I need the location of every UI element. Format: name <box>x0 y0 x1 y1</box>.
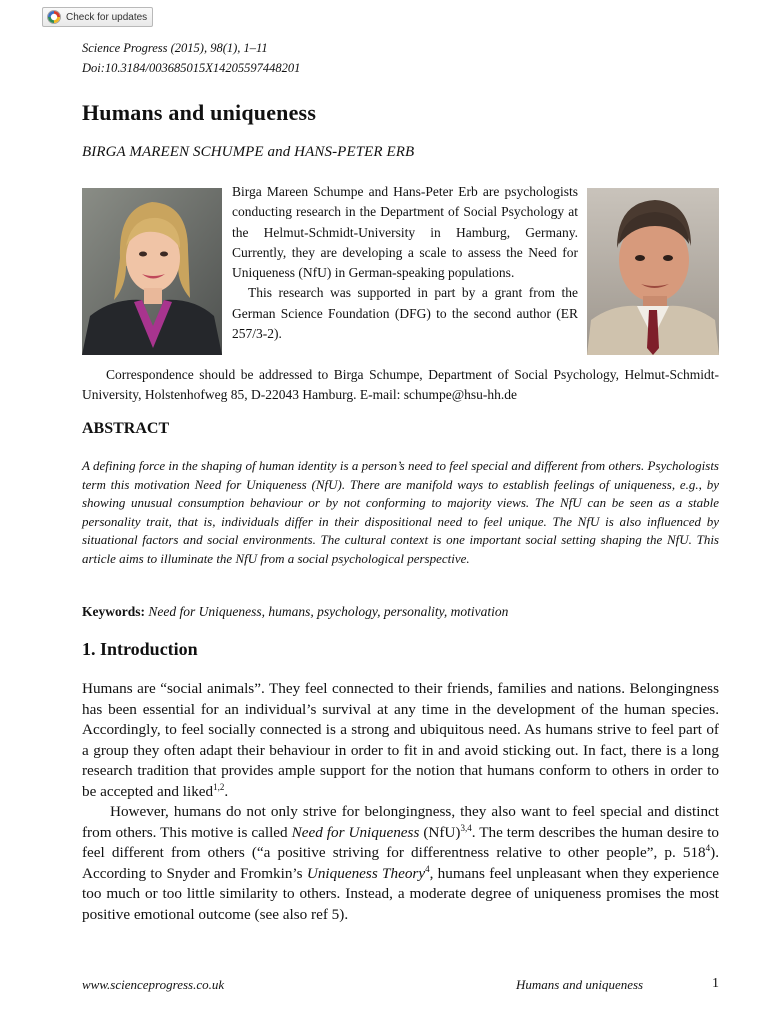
abstract-text: A defining force in the shaping of human identity is a person’s need to feel special and different from others. Psychologists term this motivation Need for Uniqueness (NfU). There are manifold ways to establish feelings of uniqueness, e.g., by showing unusual consumption behaviour or by not conforming to majority views. The NfU can be seen as a stable personality trait, that is, individuals differ in their dispositional need to feel unique. The NfU is also influenced by situational factors and social environments. The cultural context is one important social setting shaping the NfU. This article aims to illuminate the NfU from a social psychological perspective. <box>82 458 719 566</box>
author-bio <box>232 182 578 344</box>
article-title: Humans and uniqueness <box>82 100 317 125</box>
footer-website: www.scienceprogress.co.uk <box>82 977 225 992</box>
keywords <box>82 604 508 620</box>
author-line: BIRGA MAREEN SCHUMPE and HANS-PETER ERB <box>82 144 415 160</box>
check-for-updates-label: Check for updates <box>66 11 148 23</box>
intro-p2-text-c: . The term describes the human desire to feel different from others (“a positive striving for differentness relative to other people”, p. 518 <box>82 823 720 861</box>
journal-header <box>82 38 300 78</box>
section-heading-introduction: 1. Introduction <box>82 639 198 659</box>
intro-paragraph-1 <box>82 679 719 802</box>
citation-ref: 3,4 <box>460 822 472 833</box>
abstract-heading: ABSTRACT <box>82 420 170 437</box>
keywords-label: Keywords: <box>82 604 145 619</box>
intro-p2-text-a: However, humans do not only strive for belongingness, they also want to feel special and distinct from others. This motive is called <box>82 803 719 841</box>
citation-ref: 4 <box>425 863 430 874</box>
author-photo-schumpe <box>82 188 222 355</box>
bio-paragraph: Birga Mareen Schumpe and Hans-Peter Erb are psychologists conducting research in the Department of Social Psychology at the Helmut-Schmidt-University in Hamburg, Germany. Currently, they are developing a scale to assess the Need for Uniqueness (NfU) in German-speaking populations. <box>232 184 578 281</box>
page-number: 1 <box>712 976 719 991</box>
intro-p1-end: . <box>224 782 229 800</box>
citation-ref: 4 <box>705 842 711 853</box>
intro-p2-text-d: ). According to Snyder and Fromkin’s <box>82 844 719 882</box>
keywords-text: Need for Uniqueness, humans, psychology, personality, motivation <box>148 604 509 619</box>
intro-p2-text-b: (NfU) <box>419 823 461 841</box>
intro-paragraph-2 <box>82 802 719 925</box>
check-for-updates-icon <box>47 10 61 24</box>
citation-ref: 1,2 <box>213 781 225 792</box>
author-photo-erb <box>587 188 719 355</box>
term-uniqueness-theory: Uniqueness Theory <box>306 864 426 882</box>
doi: Doi:10.3184/003685015X14205597448201 <box>82 61 301 75</box>
check-for-updates-button[interactable] <box>42 7 153 27</box>
intro-p2-text-e: , humans feel unpleasant when they experience too much or too little similarity to others. Instead, a moderate degree of uniqueness promises the most positive emotional outcome (see also ref 5). <box>82 864 719 923</box>
funding-note: This research was supported in part by a grant from the German Science Foundation (DFG) to the second author (ER 257/3-2). <box>232 285 578 342</box>
term-need-for-uniqueness: Need for Uniqueness <box>291 823 420 841</box>
footer-running-title: Humans and uniqueness <box>516 977 644 992</box>
introduction-body <box>82 679 719 925</box>
intro-p1-text: Humans are “social animals”. They feel connected to their friends, families and nations. Belongingness has been essential for an individual’s survival at any time in the development of the human species. Accordingly, to feel socially connected is a strong and ubiquitous need. As humans strive to feel part of a group they often adapt their behaviour in order to fit in and avoid sticking out. In fact, there is a long research tradition that provides ample support for the notion that humans conform to others in order to be accepted and liked <box>82 680 719 800</box>
correspondence: Correspondence should be addressed to Birga Schumpe, Department of Social Psychology, Helmut-Schmidt-University, Holstenhofweg 85, D-22043 Hamburg. E-mail: schumpe@hsu-hh.de <box>82 367 719 402</box>
citation: Science Progress (2015), 98(1), 1–11 <box>82 41 268 55</box>
